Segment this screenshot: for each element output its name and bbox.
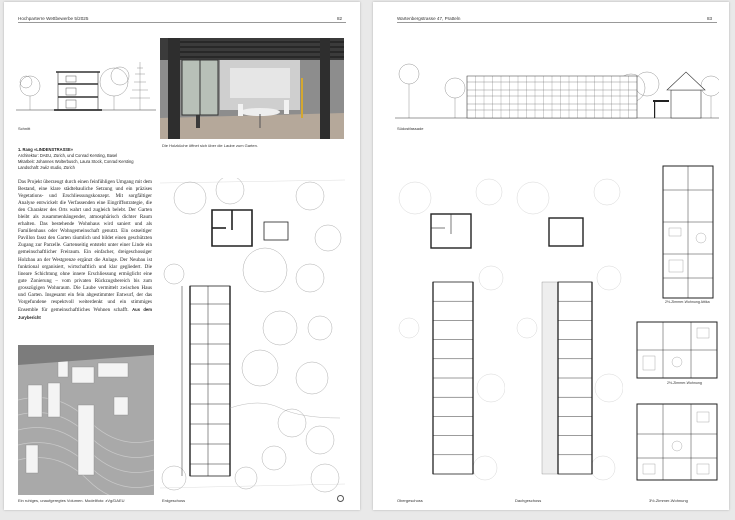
model-photo xyxy=(18,345,154,495)
left-header-title: Hochparterre Wettbewerbe 5/2025 xyxy=(18,16,89,21)
unit-caption-three-half: 3½-Zimmer-Wohnung xyxy=(649,498,688,503)
photo-caption: Die Holzküche öffnet sich über die Laube zum Garten. xyxy=(162,143,258,148)
ground-floor-plan xyxy=(160,178,345,496)
ground-floor-caption: Erdgeschoss xyxy=(162,498,186,503)
jury-report-signature: Aus dem Jurybericht xyxy=(18,306,152,320)
project-credits xyxy=(18,147,158,171)
left-page-number: 82 xyxy=(337,16,343,21)
attic-floor-caption: Dachgeschoss xyxy=(515,498,542,503)
interior-photo xyxy=(160,38,344,139)
attic-floor-plan xyxy=(513,178,623,496)
upper-floor-plan xyxy=(395,178,505,496)
jury-report-text xyxy=(18,179,152,322)
landscape-line: Landschaft: zwiiz studio, Zürich xyxy=(18,165,75,170)
right-page xyxy=(373,2,729,510)
north-arrow-icon xyxy=(337,495,344,502)
left-page xyxy=(4,2,360,510)
header-rule xyxy=(397,22,717,23)
right-page-number: 83 xyxy=(707,16,713,21)
staff-line: Mitarbeit: Johannes Wolterbusch, Laura Stock, Conrad Kersting xyxy=(18,159,134,164)
jury-report-body: Das Projekt überzeugt durch einen feinfühligen Umgang mit dem Bestand, eine klare städtebauliche Setzung und ein präzises Vegetations- und Erschliessungskonzept. Mit sorgfältiger Analyse entwickelt die Verfassenden eine Eingriffsstrategie, die den Charakter des Orts wahrt und zugleich belebt. Der Garten bleibt als zusammenhängender, atmosphärisch dichter Raum erhalten. Das bestehende Wohnhaus wird saniert und als Familienhaus oder Wohngemeinschaft genutzt. Ein ostseitiger Pavillon fasst den Garten räumlich und bildet einen geschützten Zugang zur Parzelle. Gartenseitig entsteht unter einer Linde ein gemeinschaftlicher Freiraum. Ein einfacher, dreigeschossiger Holzbau an der Westgrenze ergänzt die Anlage. Der Neubau ist funktional organisiert, wirtschaftlich und klar gegliedert. Die lineare Schichtung ohne innere Erschliessung ermöglicht eine gute Zonierung – vom privaten Rückzugsbereich bis zum grosszügigen Wohnraum. Die Laube vermittelt zwischen Haus und Garten. Insgesamt ein fein abgestimmter Entwurf, der das Vorgefundene respektvoll weiterdenkt und ein stimmiges Ensemble für gemeinschaftliches Wohnen schafft. xyxy=(18,179,152,313)
model-caption: Ein ruhiges, unaufgeregtes Volumen. Modellfoto: zVg/DAEU xyxy=(18,498,125,503)
unit-caption-two-half: 2½-Zimmer-Wohnung xyxy=(667,381,702,385)
section-drawing xyxy=(16,42,156,122)
upper-floor-caption: Obergeschoss xyxy=(397,498,423,503)
southeast-elevation xyxy=(395,40,719,124)
right-header-title: Wartenbergstrasse 47, Pratteln xyxy=(397,16,461,21)
header-rule xyxy=(18,22,346,23)
architects-line: Architektur: DAEU, Zürich, und Conrad Kersting, Basel xyxy=(18,153,118,158)
elevation-caption: Südostfassade xyxy=(397,126,424,131)
section-caption: Schnitt xyxy=(18,126,31,131)
unit-plans xyxy=(633,162,723,496)
unit-caption-attic: 2½-Zimmer-Wohnung Attika xyxy=(665,300,710,304)
rank-line: 1. Rang «LINDENSTRASSE» xyxy=(18,147,74,152)
